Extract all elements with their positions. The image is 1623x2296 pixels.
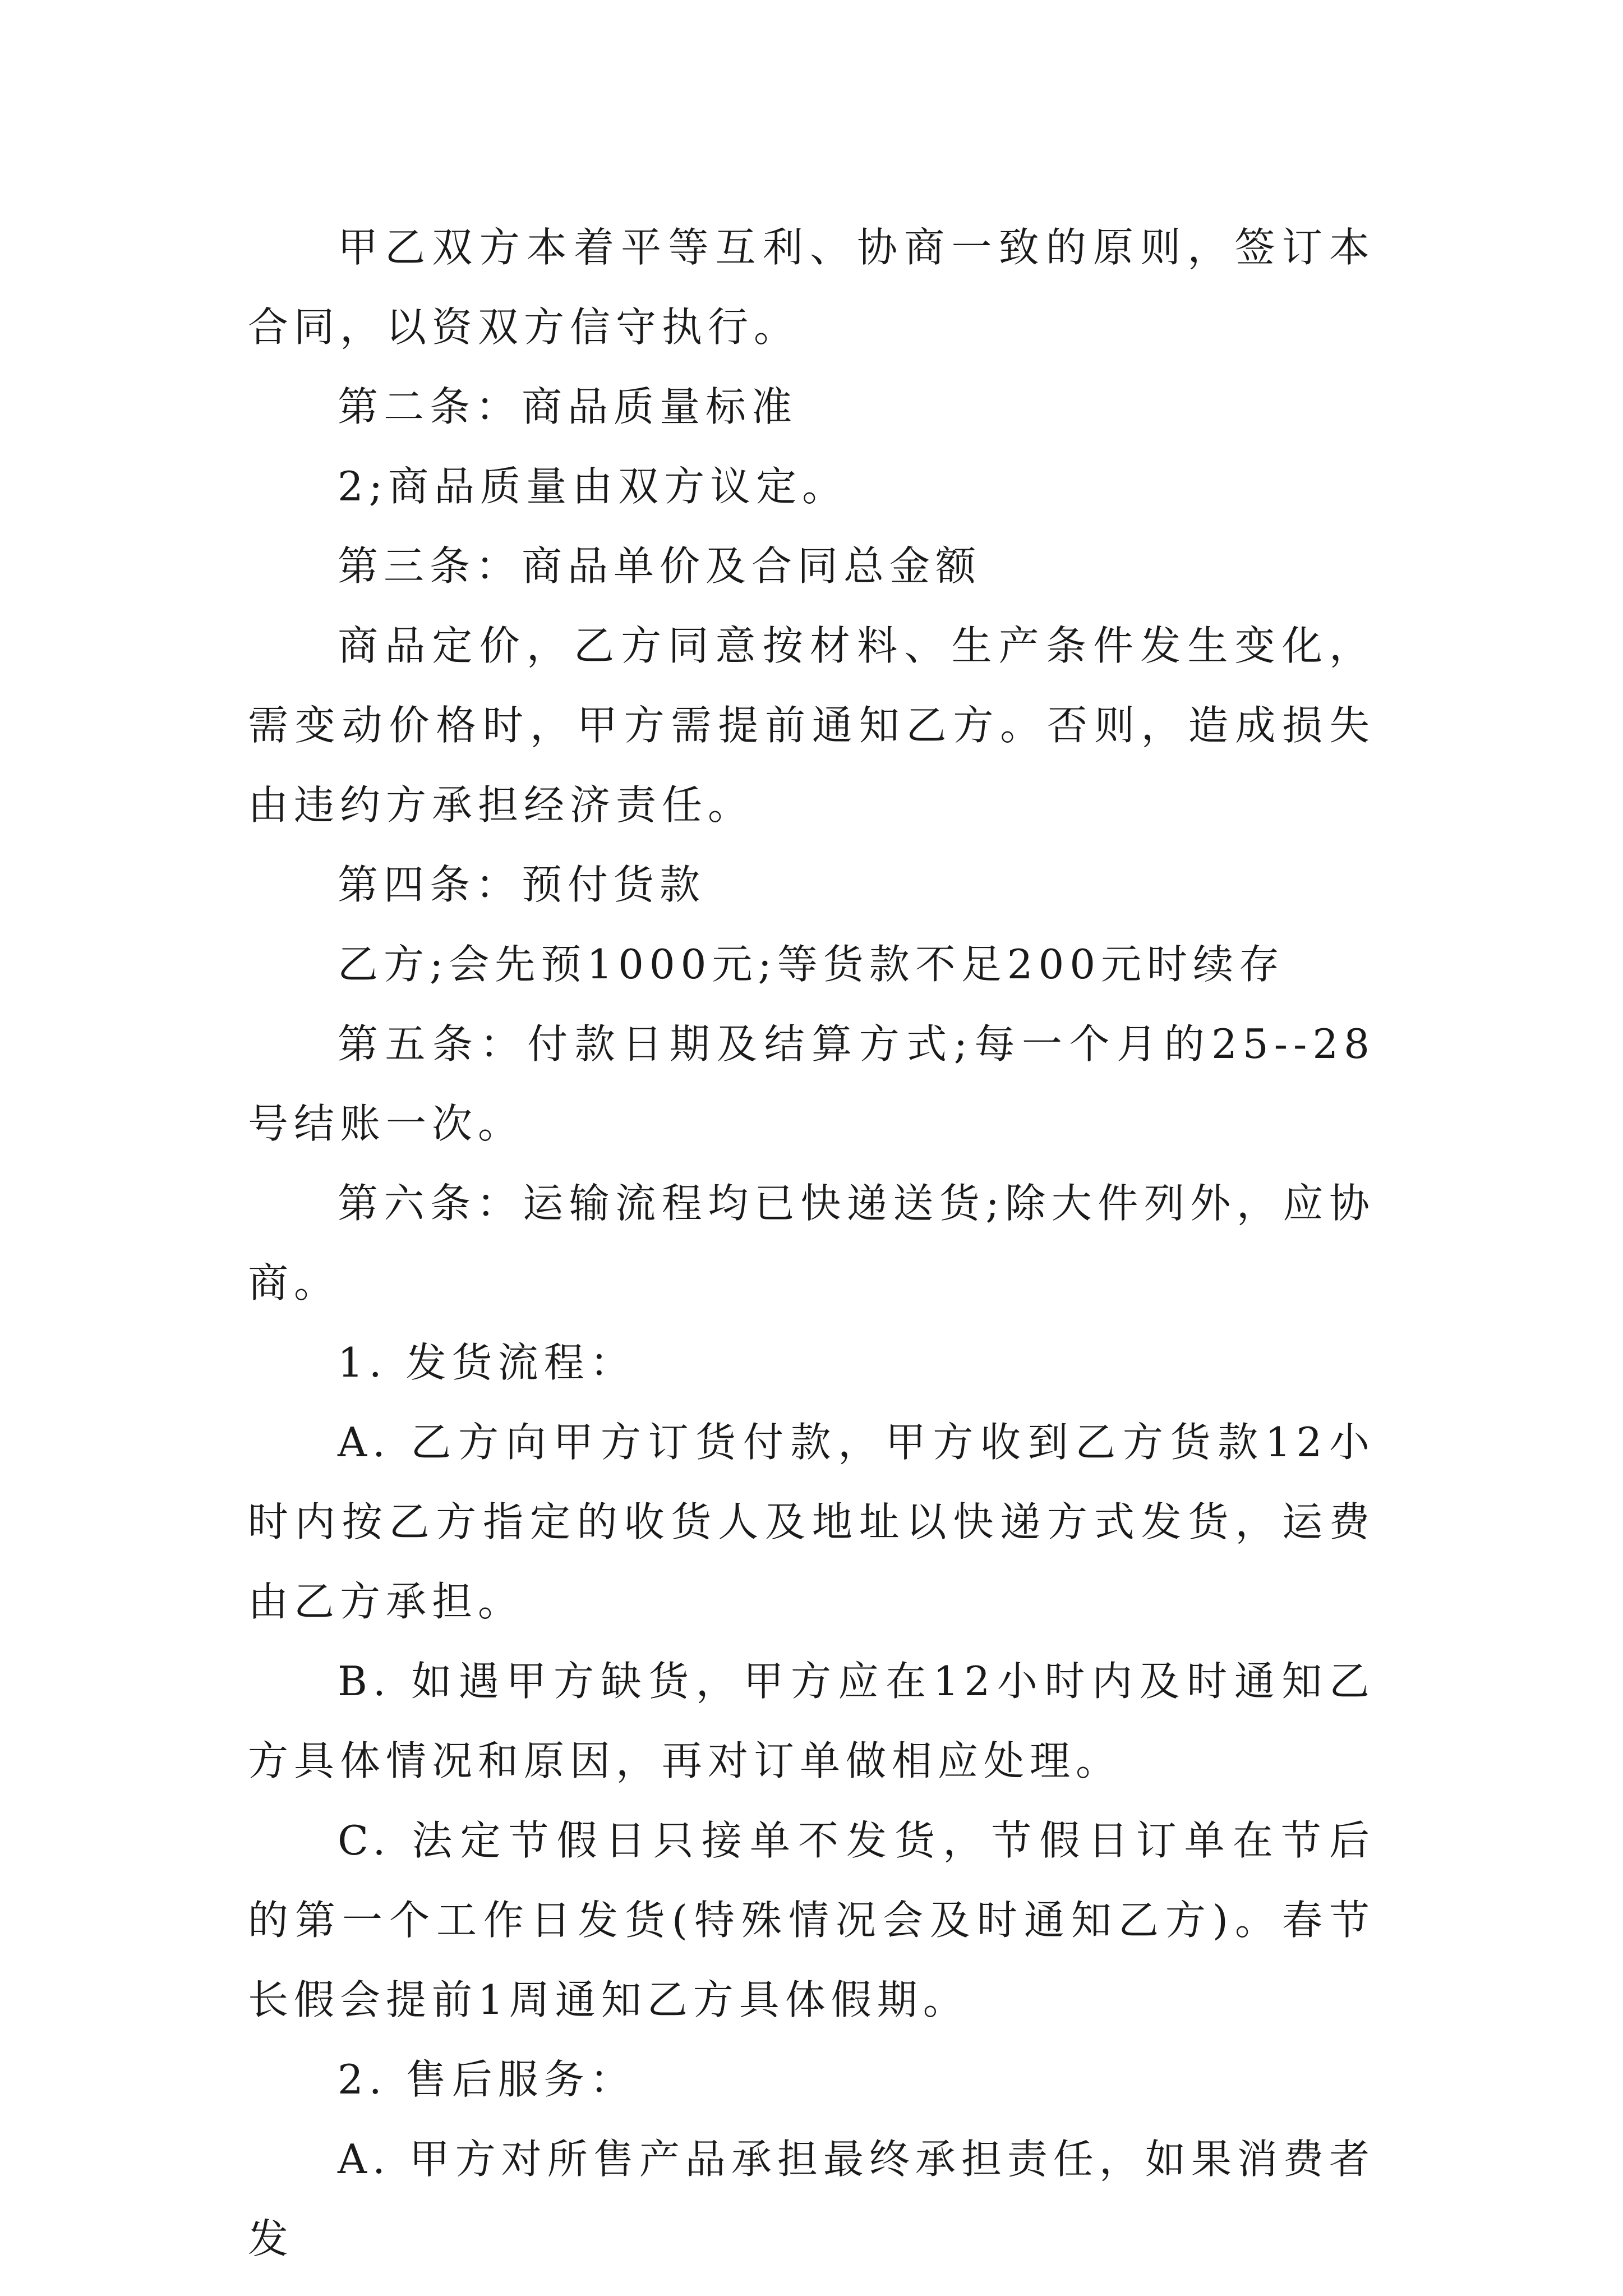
heading-article-4: 第四条：预付货款 xyxy=(338,861,706,908)
heading-article-2: 第二条：商品质量标准 xyxy=(338,383,798,430)
paragraph-prepayment: 乙方;会先预1000元;等货款不足200元时续存 xyxy=(338,941,1285,988)
heading-article-6: 第六条：运输流程均已快递送货;除大件列外，应协商。 xyxy=(248,1180,1375,1306)
subheading-shipping-process: 1. 发货流程： xyxy=(338,1339,636,1386)
paragraph-shipping-b: B. 如遇甲方缺货，甲方应在12小时内及时通知乙方具体情况和原因，再对订单做相应处理。 xyxy=(248,1658,1375,1784)
heading-article-3: 第三条：商品单价及合同总金额 xyxy=(338,542,982,590)
paragraph-principle: 甲乙双方本着平等互利、协商一致的原则，签订本合同，以资双方信守执行。 xyxy=(248,224,1375,351)
subheading-after-sales: 2. 售后服务： xyxy=(338,2056,636,2103)
document-body xyxy=(248,208,1375,2279)
paragraph-shipping-a: A. 乙方向甲方订货付款，甲方收到乙方货款12小时内按乙方指定的收货人及地址以快递方式发货，运费由乙方承担。 xyxy=(248,1419,1375,1625)
paragraph-quality: 2;商品质量由双方议定。 xyxy=(338,463,849,510)
heading-article-5: 第五条：付款日期及结算方式;每一个月的25--28号结账一次。 xyxy=(248,1020,1375,1147)
paragraph-after-sales-a: A. 甲方对所售产品承担最终承担责任，如果消费者发 xyxy=(248,2136,1375,2262)
paragraph-pricing: 商品定价，乙方同意按材料、生产条件发生变化，需变动价格时，甲方需提前通知乙方。否则，造成损失由违约方承担经济责任。 xyxy=(248,622,1375,829)
paragraph-shipping-c: C. 法定节假日只接单不发货，节假日订单在节后的第一个工作日发货(特殊情况会及时通知乙方)。春节长假会提前1周通知乙方具体假期。 xyxy=(248,1817,1375,2023)
